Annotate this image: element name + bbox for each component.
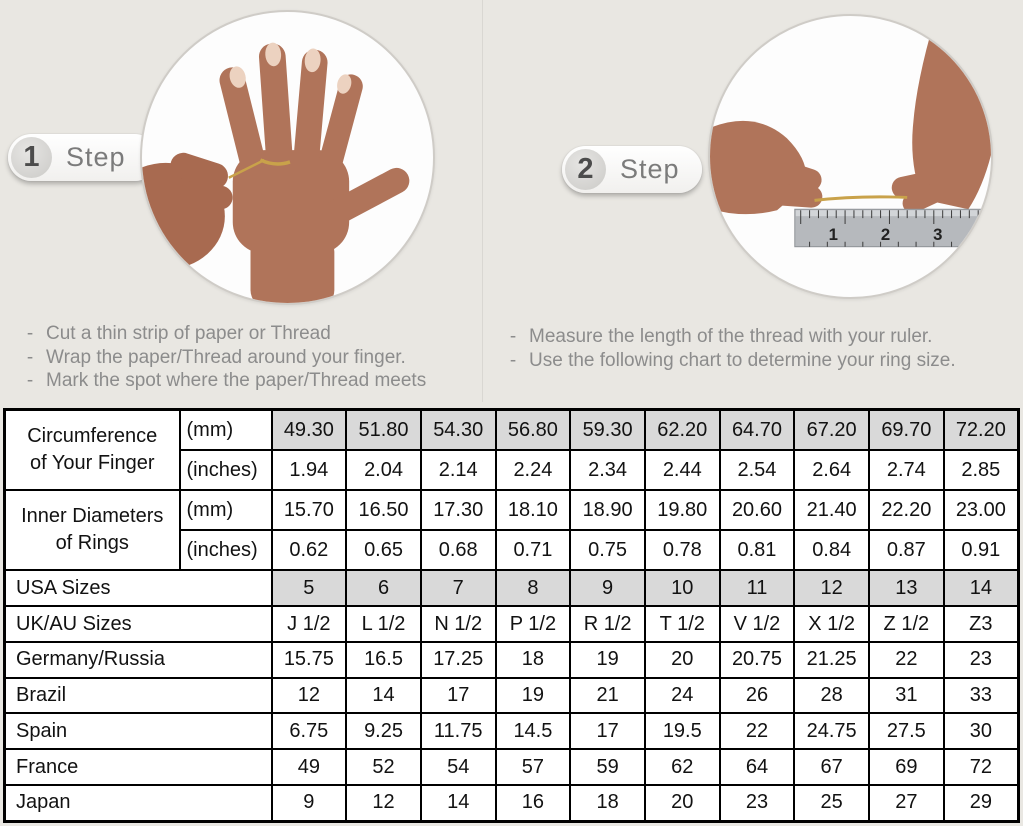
value-cell: 18	[570, 785, 645, 822]
value-cell: 49.30	[272, 410, 347, 451]
row-group-label	[5, 410, 180, 491]
value-cell: 7	[421, 570, 496, 606]
value-cell: 17	[421, 678, 496, 714]
value-cell: 10	[645, 570, 720, 606]
step1-photo	[140, 10, 435, 305]
value-cell: 24	[645, 678, 720, 714]
value-cell: 2.14	[421, 450, 496, 490]
ruler-number-3: 3	[933, 224, 943, 244]
value-cell: 2.44	[645, 450, 720, 490]
value-cell: 24.75	[794, 713, 869, 749]
value-cell: 12	[794, 570, 869, 606]
table-row	[5, 570, 1019, 606]
value-cell: 52	[346, 749, 421, 785]
step2-label: Step	[620, 154, 680, 184]
value-cell: 14	[944, 570, 1019, 606]
value-cell: 17	[570, 713, 645, 749]
value-cell: 57	[496, 749, 571, 785]
value-cell: 16.50	[346, 490, 421, 530]
value-cell: 19	[570, 642, 645, 678]
value-cell: 0.65	[346, 530, 421, 570]
row-label: Spain	[5, 713, 272, 749]
value-cell: 16.5	[346, 642, 421, 678]
value-cell: 72	[944, 749, 1019, 785]
table-row	[5, 642, 1019, 678]
value-cell: 2.24	[496, 450, 571, 490]
value-cell: 62.20	[645, 410, 720, 451]
value-cell: 31	[869, 678, 944, 714]
row-label: Germany/Russia	[5, 642, 272, 678]
value-cell: 12	[346, 785, 421, 822]
value-cell: 8	[496, 570, 571, 606]
value-cell: 0.91	[944, 530, 1019, 570]
gold-thread	[815, 197, 908, 201]
table-row	[5, 490, 1019, 530]
value-cell: 15.70	[272, 490, 347, 530]
value-cell: L 1/2	[346, 606, 421, 642]
step2-number: 2	[565, 149, 606, 190]
step2-badge	[562, 146, 702, 193]
value-cell: 11	[720, 570, 795, 606]
value-cell: 64	[720, 749, 795, 785]
value-cell: 20	[645, 642, 720, 678]
value-cell: 22	[869, 642, 944, 678]
value-cell: 0.75	[570, 530, 645, 570]
value-cell: 2.04	[346, 450, 421, 490]
value-cell: 14.5	[496, 713, 571, 749]
table-row	[5, 785, 1019, 822]
value-cell: 20.75	[720, 642, 795, 678]
value-cell: J 1/2	[272, 606, 347, 642]
value-cell: 1.94	[272, 450, 347, 490]
value-cell: 17.30	[421, 490, 496, 530]
bullet-dash: -	[26, 323, 34, 344]
unit-label: (mm)	[180, 410, 272, 451]
bullet-dash: -	[26, 370, 34, 391]
value-cell: 26	[720, 678, 795, 714]
value-cell: 59	[570, 749, 645, 785]
value-cell: 0.84	[794, 530, 869, 570]
row-group-label-line: of Your Finger	[29, 452, 155, 475]
value-cell: 62	[645, 749, 720, 785]
value-cell: 13	[869, 570, 944, 606]
value-cell: 2.74	[869, 450, 944, 490]
value-cell: 9.25	[346, 713, 421, 749]
value-cell: 0.78	[645, 530, 720, 570]
value-cell: 23	[944, 642, 1019, 678]
instruction-text: Mark the spot where the paper/Thread meets	[46, 370, 427, 391]
ruler-number-2: 2	[880, 224, 891, 244]
table-row	[5, 678, 1019, 714]
value-cell: 19.5	[645, 713, 720, 749]
hand-illustration	[142, 12, 433, 303]
value-cell: 72.20	[944, 410, 1019, 451]
row-label: USA Sizes	[5, 570, 272, 606]
value-cell: 16	[496, 785, 571, 822]
step2-photo	[708, 14, 993, 299]
value-cell: 0.71	[496, 530, 571, 570]
row-label: UK/AU Sizes	[5, 606, 272, 642]
value-cell: 18.90	[570, 490, 645, 530]
vertical-divider	[482, 0, 483, 402]
step1-label: Step	[66, 142, 126, 172]
value-cell: Z3	[944, 606, 1019, 642]
value-cell: 19.80	[645, 490, 720, 530]
value-cell: Z 1/2	[869, 606, 944, 642]
value-cell: 27.5	[869, 713, 944, 749]
value-cell: X 1/2	[794, 606, 869, 642]
value-cell: 51.80	[346, 410, 421, 451]
value-cell: 64.70	[720, 410, 795, 451]
value-cell: 14	[346, 678, 421, 714]
value-cell: 0.81	[720, 530, 795, 570]
ruler	[795, 209, 991, 246]
value-cell: 23.00	[944, 490, 1019, 530]
instruction-text: Wrap the paper/Thread around your finger.	[46, 346, 406, 368]
value-cell: 49	[272, 749, 347, 785]
ruler-number-1: 1	[828, 224, 838, 244]
value-cell: 67.20	[794, 410, 869, 451]
value-cell: 69.70	[869, 410, 944, 451]
value-cell: T 1/2	[645, 606, 720, 642]
value-cell: 11.75	[421, 713, 496, 749]
value-cell: V 1/2	[720, 606, 795, 642]
instruction-line	[22, 322, 426, 346]
value-cell: 2.34	[570, 450, 645, 490]
bullet-dash: -	[509, 349, 517, 371]
value-cell: 67	[794, 749, 869, 785]
value-cell: P 1/2	[496, 606, 571, 642]
value-cell: 28	[794, 678, 869, 714]
value-cell: 56.80	[496, 410, 571, 451]
step1-instructions	[22, 322, 426, 393]
instruction-line	[505, 325, 956, 349]
value-cell: 18.10	[496, 490, 571, 530]
bullet-dash: -	[509, 326, 517, 347]
value-cell: R 1/2	[570, 606, 645, 642]
row-group-label-line: of Rings	[55, 532, 129, 555]
table-row	[5, 410, 1019, 451]
value-cell: 6.75	[272, 713, 347, 749]
value-cell: 54	[421, 749, 496, 785]
value-cell: 6	[346, 570, 421, 606]
value-cell: 12	[272, 678, 347, 714]
row-group-label	[5, 490, 180, 570]
value-cell: 25	[794, 785, 869, 822]
value-cell: 20.60	[720, 490, 795, 530]
unit-label: (inches)	[180, 530, 272, 570]
value-cell: 14	[421, 785, 496, 822]
instruction-line	[22, 346, 426, 370]
value-cell: 2.64	[794, 450, 869, 490]
value-cell: 17.25	[421, 642, 496, 678]
value-cell: 15.75	[272, 642, 347, 678]
value-cell: 33	[944, 678, 1019, 714]
value-cell: 22	[720, 713, 795, 749]
value-cell: 0.68	[421, 530, 496, 570]
table-row	[5, 713, 1019, 749]
value-cell: 5	[272, 570, 347, 606]
unit-label: (inches)	[180, 450, 272, 490]
value-cell: 0.87	[869, 530, 944, 570]
value-cell: 30	[944, 713, 1019, 749]
value-cell: 29	[944, 785, 1019, 822]
table-row	[5, 749, 1019, 785]
value-cell: 9	[570, 570, 645, 606]
table-row	[5, 606, 1019, 642]
ring-size-chart	[3, 408, 1020, 823]
value-cell: 2.54	[720, 450, 795, 490]
value-cell: 21.25	[794, 642, 869, 678]
value-cell: 23	[720, 785, 795, 822]
instruction-text: Measure the length of the thread with your ruler.	[529, 326, 933, 347]
instruction-text: Use the following chart to determine your ring size.	[529, 349, 956, 371]
value-cell: 59.30	[570, 410, 645, 451]
row-label: Japan	[5, 785, 272, 822]
ring-size-table-body	[5, 410, 1019, 822]
value-cell: 2.85	[944, 450, 1019, 490]
value-cell: N 1/2	[421, 606, 496, 642]
value-cell: 27	[869, 785, 944, 822]
unit-label: (mm)	[180, 490, 272, 530]
how-to-measure-section	[0, 0, 1023, 405]
value-cell: 19	[496, 678, 571, 714]
row-group-label-line: Inner Diameters	[21, 505, 164, 528]
row-group-label-line: Circumference	[27, 425, 158, 448]
row-label: France	[5, 749, 272, 785]
row-label: Brazil	[5, 678, 272, 714]
value-cell: 9	[272, 785, 347, 822]
instruction-line	[22, 369, 426, 393]
step1-number: 1	[11, 137, 52, 178]
ruler-measuring-illustration	[710, 16, 991, 297]
value-cell: 20	[645, 785, 720, 822]
instruction-line	[505, 349, 956, 373]
bullet-dash: -	[26, 346, 34, 368]
step2-instructions	[505, 325, 956, 372]
value-cell: 21	[570, 678, 645, 714]
value-cell: 18	[496, 642, 571, 678]
step1-badge	[8, 134, 158, 181]
ring-size-table	[3, 408, 1020, 823]
value-cell: 0.62	[272, 530, 347, 570]
value-cell: 54.30	[421, 410, 496, 451]
instruction-text: Cut a thin strip of paper or Thread	[46, 323, 331, 344]
value-cell: 69	[869, 749, 944, 785]
value-cell: 21.40	[794, 490, 869, 530]
value-cell: 22.20	[869, 490, 944, 530]
